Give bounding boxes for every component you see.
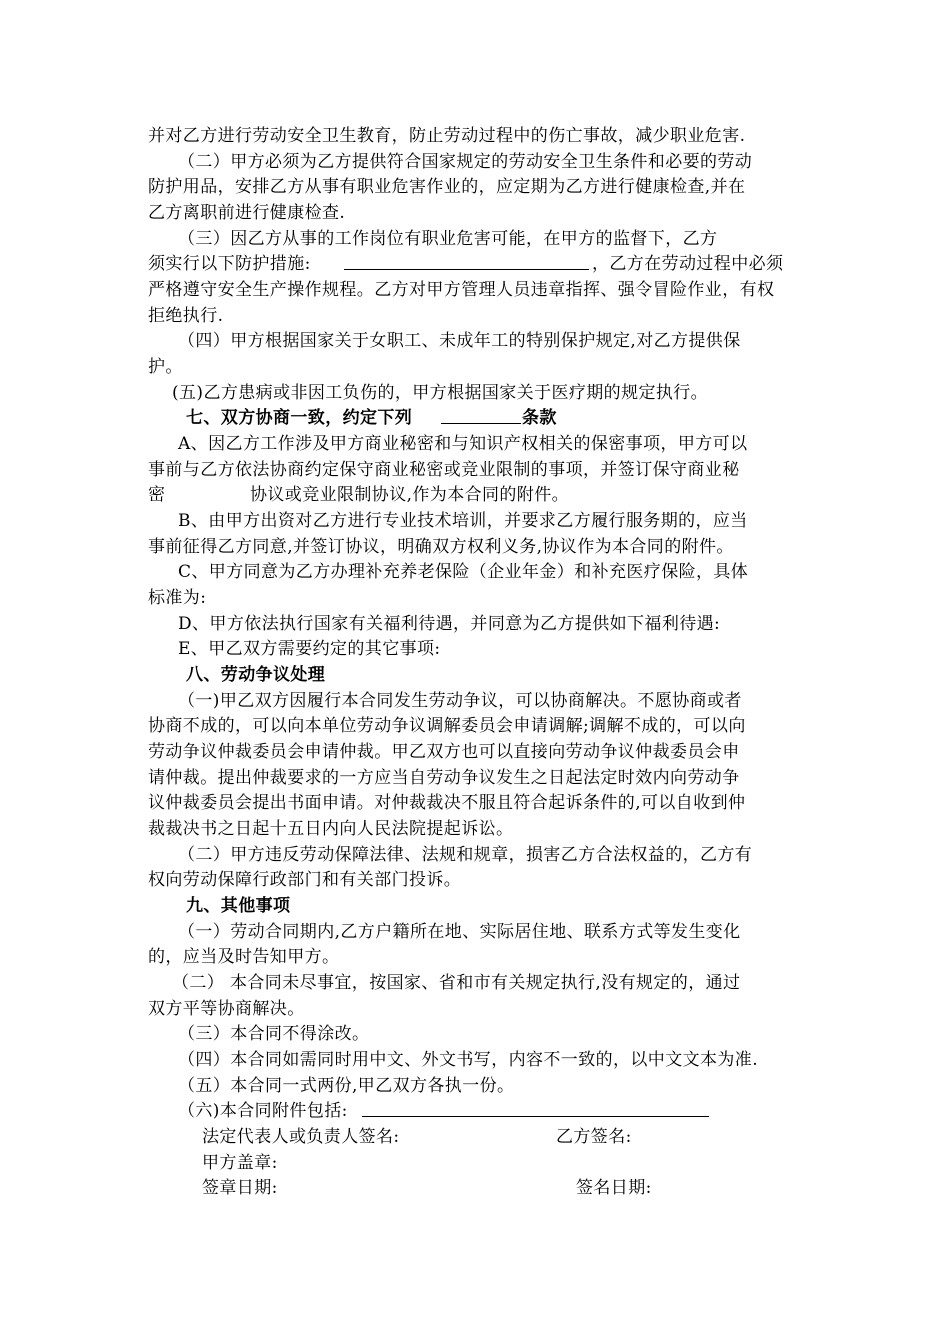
- text-line: （三）本合同不得涂改。: [178, 1024, 370, 1044]
- signature-label: 法定代表人或负责人签名:: [202, 1127, 400, 1147]
- text-line: （二）甲方必须为乙方提供符合国家规定的劳动安全卫生条件和必要的劳动: [178, 152, 753, 172]
- text-line: C、甲方同意为乙方办理补充养老保险（企业年金）和补充医疗保险，具体: [178, 562, 749, 582]
- fill-blank: [441, 407, 521, 424]
- section-heading: 八、劳动争议处理: [186, 665, 326, 685]
- text-line: ，乙方在劳动过程中必须: [592, 254, 784, 274]
- seal-label: 甲方盖章:: [202, 1153, 278, 1173]
- text-line: 密: [148, 485, 166, 505]
- text-line: 护。: [148, 357, 183, 377]
- text-line: 协议或竞业限制协议,作为本合同的附件。: [250, 485, 570, 505]
- text-line: A、因乙方工作涉及甲方商业秘密和与知识产权相关的保密事项，甲方可以: [178, 434, 748, 454]
- text-line: 议仲裁委员会提出书面申请。对仲裁裁决不服且符合起诉条件的,可以自收到仲: [148, 793, 746, 813]
- text-line: 防护用品，安排乙方从事有职业危害作业的，应定期为乙方进行健康检查,并在: [148, 177, 746, 197]
- text-line: (五)乙方患病或非因工负伤的，甲方根据国家关于医疗期的规定执行。: [172, 383, 709, 403]
- text-line: 严格遵守安全生产操作规程。乙方对甲方管理人员违章指挥、强令冒险作业，有权: [148, 280, 775, 300]
- text-line: （五）本合同一式两份,甲乙双方各执一份。: [178, 1076, 515, 1096]
- text-line: E、甲乙双方需要约定的其它事项:: [178, 639, 441, 659]
- text-line: （一）劳动合同期内,乙方户籍所在地、实际居住地、联系方式等发生变化: [178, 922, 741, 942]
- text-line: （三）因乙方从事的工作岗位有职业危害可能，在甲方的监督下，乙方: [178, 229, 718, 249]
- text-line: 协商不成的，可以向本单位劳动争议调解委员会申请调解;调解不成的，可以向: [148, 716, 746, 736]
- text-line: （六)本合同附件包括:: [178, 1101, 348, 1121]
- text-line: 拒绝执行.: [148, 306, 224, 326]
- text-line: 事前与乙方依法协商约定保守商业秘密或竞业限制的事项，并签订保守商业秘: [148, 460, 740, 480]
- text-line: B、由甲方出资对乙方进行专业技术培训，并要求乙方履行服务期的，应当: [178, 511, 748, 531]
- date-label: 签名日期:: [576, 1178, 652, 1198]
- section-heading: 九、其他事项: [186, 896, 291, 916]
- text-line: （四）甲方根据国家关于女职工、未成年工的特别保护规定,对乙方提供保: [178, 331, 741, 351]
- section-heading: 七、双方协商一致，约定下列: [186, 408, 413, 428]
- text-line: 请仲裁。提出仲裁要求的一方应当自劳动争议发生之日起法定时效内向劳动争: [148, 768, 740, 788]
- text-line: 事前征得乙方同意,并签订协议，明确双方权利义务,协议作为本合同的附件。: [148, 537, 734, 557]
- text-line: 须实行以下防护措施:: [148, 254, 311, 274]
- section-heading: 条款: [522, 408, 557, 428]
- fill-blank: [344, 253, 589, 270]
- text-line: （四）本合同如需同时用中文、外文书写，内容不一致的，以中文文本为准.: [178, 1050, 759, 1070]
- text-line: （二）甲方违反劳动保障法律、法规和规章，损害乙方合法权益的，乙方有: [178, 845, 753, 865]
- text-line: D、甲方依法执行国家有关福利待遇，并同意为乙方提供如下福利待遇:: [178, 614, 721, 634]
- text-line: （一)甲乙双方因履行本合同发生劳动争议，可以协商解决。不愿协商或者: [178, 691, 742, 711]
- fill-blank: [362, 1100, 709, 1117]
- text-line: 的，应当及时告知甲方。: [148, 947, 340, 967]
- text-line: 双方平等协商解决。: [148, 999, 305, 1019]
- text-line: （二） 本合同未尽事宜，按国家、省和市有关规定执行,没有规定的，通过: [172, 973, 741, 993]
- text-line: 劳动争议仲裁委员会申请仲裁。甲乙双方也可以直接向劳动争议仲裁委员会申: [148, 742, 740, 762]
- text-line: 并对乙方进行劳动安全卫生教育，防止劳动过程中的伤亡事故，减少职业危害.: [148, 126, 746, 146]
- text-line: 裁裁决书之日起十五日内向人民法院提起诉讼。: [148, 819, 514, 839]
- text-line: 乙方离职前进行健康检查.: [148, 203, 346, 223]
- signature-label: 乙方签名:: [556, 1127, 632, 1147]
- text-line: 权向劳动保障行政部门和有关部门投诉。: [148, 870, 462, 890]
- date-label: 签章日期:: [202, 1178, 278, 1198]
- text-line: 标准为:: [148, 588, 207, 608]
